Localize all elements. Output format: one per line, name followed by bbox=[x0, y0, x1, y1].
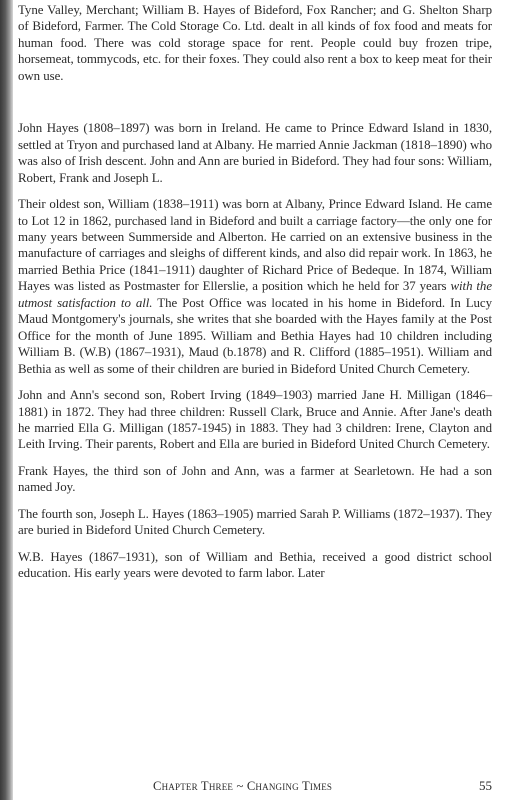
william-text-italic: with the utmost satisfaction to all. bbox=[18, 279, 493, 310]
paragraph-joseph-hayes: The fourth son, Joseph L. Hayes (1863–1905) married Sarah P. Williams (1872–1937). They are buried in Bideford United Church Cemetery. bbox=[18, 506, 492, 538]
william-text-part-2: The Post Office was located in his home in Bideford. In Lucy Maud Montgomery's journals, she writes that she boarded with the Hayes family at the Post Office for the month of June 1895. William and Bethia Hayes had 10 children including William B. (W.B) (1867–1931), Maud (b.1878) and R. Clifford (1885–1951). William and Bethia as well as some of their children are buried in Bideford United Church Cemetery. bbox=[18, 295, 492, 376]
running-head: Chapter Three ~ Changing Times bbox=[153, 779, 333, 793]
paragraph-frank-hayes: Frank Hayes, the third son of John and Ann, was a farmer at Searletown. He had a son named Joy. bbox=[18, 463, 492, 495]
paragraph-wb-hayes: W.B. Hayes (1867–1931), son of William and Bethia, received a good district school education. His early years were devoted to farm labor. Later bbox=[18, 549, 492, 581]
book-gutter-shadow bbox=[0, 0, 13, 800]
william-text-part-1: Their oldest son, William (1838–1911) was born at Albany, Prince Edward Island. He came to Lot 12 in 1862, purchased land in Bideford and built a carriage factory—the only one for many years between Summerside and Alberton. He carried on an extensive business in the manufacture of carriages and sleighs of different kinds, and also did repair work. In 1863, he married Bethia Price (1841–1911) daughter of Richard Price of Bedeque. In 1874, William Hayes was listed as Postmaster for Ellerslie, a position which he held for 37 years bbox=[18, 197, 492, 294]
paragraph-william-hayes bbox=[18, 196, 492, 377]
page-number: 55 bbox=[479, 778, 492, 793]
paragraph-robert-irving: John and Ann's second son, Robert Irving (1849–1903) married Jane H. Milligan (1846–1881) in 1872. They had three children: Russell Clark, Bruce and Annie. After Jane's death he married Ella G. Milligan (1857-1945) in 1883. They had 3 children: Irene, Clayton and Leith Irving. Their parents, Robert and Ella are buried in Bideford United Church Cemetery. bbox=[18, 388, 492, 452]
paragraph-john-hayes: John Hayes (1808–1897) was born in Ireland. He came to Prince Edward Island in 1830, settled at Tryon and purchased land at Albany. He married Annie Jackman (1818–1890) who was also of Irish descent. John and Ann are buried in Bideford. They had four sons: William, Robert, Frank and Joseph L. bbox=[18, 121, 492, 185]
page-footer bbox=[153, 778, 492, 794]
paragraph-cold-storage: Tyne Valley, Merchant; William B. Hayes of Bideford, Fox Rancher; and G. Shelton Sharp of Bideford, Farmer. The Cold Storage Co. Ltd. dealt in all kinds of fox food and meats for human food. There was cold storage space for rent. People could buy frozen tripe, horsemeat, tommycods, etc. for their foxes. They could also rent a box to keep meat for their own use. bbox=[18, 3, 492, 83]
page-body bbox=[18, 2, 492, 582]
